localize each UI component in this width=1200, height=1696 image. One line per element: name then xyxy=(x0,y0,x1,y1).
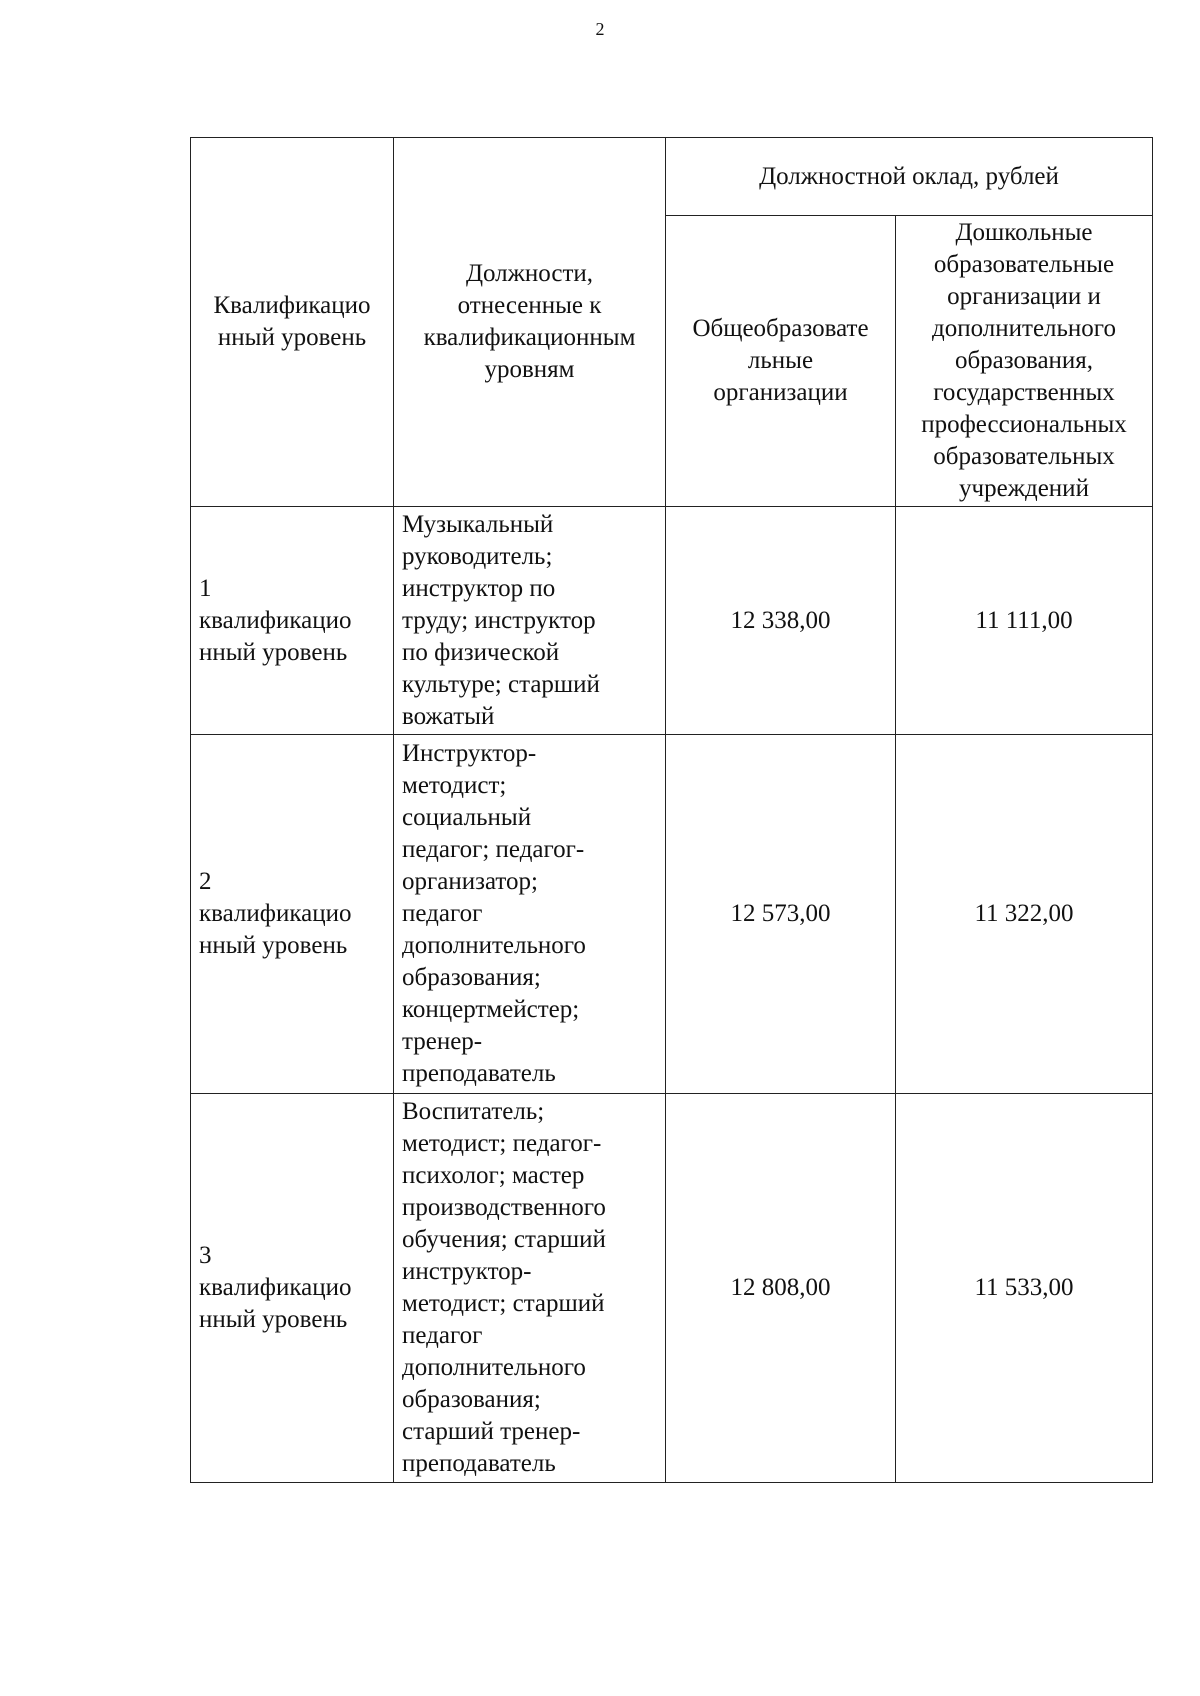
header-level-text: Квалификацио нный уровень xyxy=(213,292,371,351)
header-salary-group-text: Должностной оклад, рублей xyxy=(759,162,1059,190)
table-row xyxy=(191,507,1153,735)
preschool-salary-value: 11 111,00 xyxy=(975,606,1073,634)
positions-cell xyxy=(394,735,666,1094)
positions-cell xyxy=(394,507,666,735)
general-salary-value: 12 573,00 xyxy=(730,900,831,927)
header-positions-text: Должности, отнесенные к квалификационным уровням xyxy=(423,260,636,383)
general-salary-value: 12 808,00 xyxy=(730,1274,831,1301)
positions-text: Музыкальный руководитель; инструктор по труду; инструктор по физической культуре; старший вожатый xyxy=(402,510,600,730)
header-preschool-orgs-text: Дошкольные образовательные организации и дополнительного образования, государственных профессиональных образовательных учреждений xyxy=(921,219,1127,502)
table-row xyxy=(191,1094,1153,1483)
general-salary-value: 12 338,00 xyxy=(730,606,831,634)
positions-cell xyxy=(394,1094,666,1483)
header-preschool-orgs xyxy=(896,216,1153,507)
header-positions xyxy=(394,138,666,507)
table-header-row xyxy=(191,138,1153,216)
preschool-salary-cell xyxy=(896,1094,1153,1483)
header-salary-group xyxy=(666,138,1153,216)
positions-text: Инструктор- методист; социальный педагог; педагог- организатор; педагог дополнительного образования; концертмейстер; тренер- преподаватель xyxy=(402,740,586,1087)
header-general-orgs xyxy=(666,216,896,507)
preschool-salary-value: 11 322,00 xyxy=(974,900,1074,927)
level-text: 1 квалификацио нный уровень xyxy=(199,574,352,666)
level-cell xyxy=(191,507,394,735)
header-level xyxy=(191,138,394,507)
level-text: 2 квалификацио нный уровень xyxy=(199,868,352,959)
general-salary-cell xyxy=(666,735,896,1094)
table-row xyxy=(191,735,1153,1094)
page-number: 2 xyxy=(595,19,605,39)
level-cell xyxy=(191,735,394,1094)
general-salary-cell xyxy=(666,1094,896,1483)
level-cell xyxy=(191,1094,394,1483)
preschool-salary-value: 11 533,00 xyxy=(974,1274,1074,1301)
level-text: 3 квалификацио нный уровень xyxy=(199,1242,352,1333)
preschool-salary-cell xyxy=(896,507,1153,735)
positions-text: Воспитатель; методист; педагог- психолог; мастер производственного обучения; старший инструктор- методист; старший педагог дополнительного образования; старший тренер- преподаватель xyxy=(402,1098,606,1477)
salary-table xyxy=(190,137,1153,1483)
preschool-salary-cell xyxy=(896,735,1153,1094)
header-general-orgs-text: Общеобразовате льные организации xyxy=(692,315,869,406)
general-salary-cell xyxy=(666,507,896,735)
